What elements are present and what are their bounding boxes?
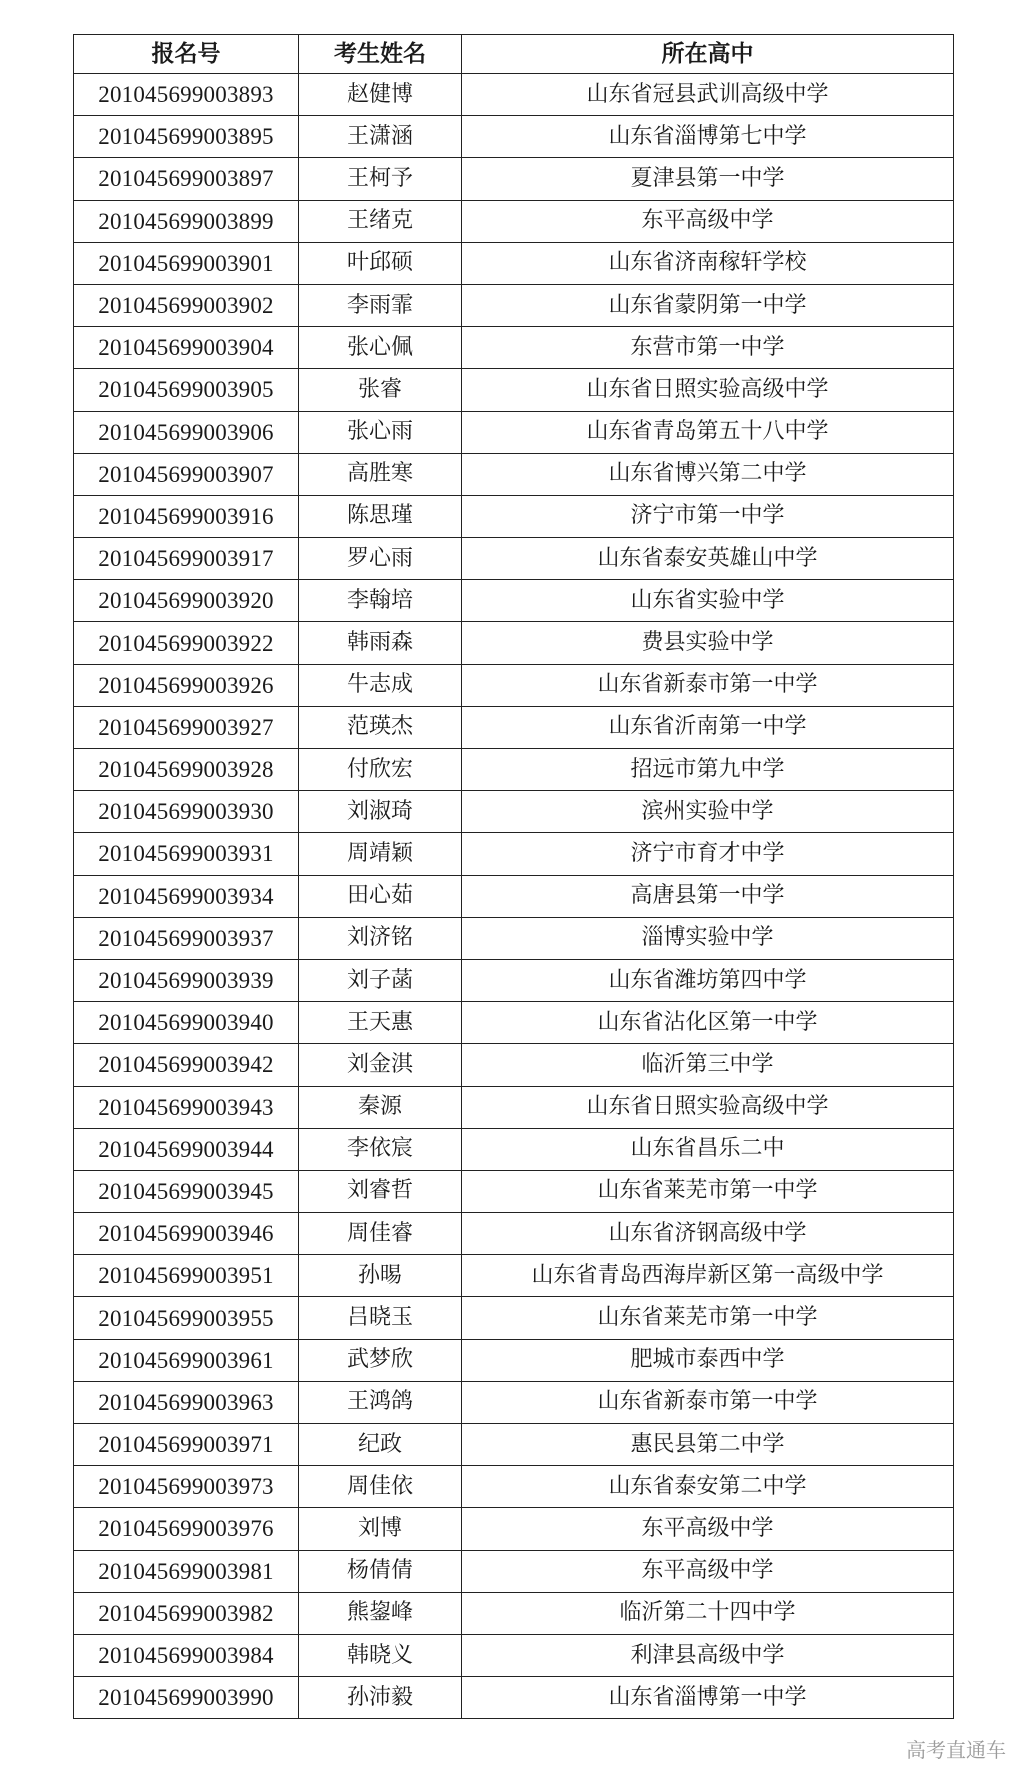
cell-student-name: 熊鋆峰 xyxy=(299,1592,462,1634)
cell-high-school: 济宁市育才中学 xyxy=(462,833,954,875)
cell-student-name: 周佳依 xyxy=(299,1466,462,1508)
cell-high-school: 山东省莱芜市第一中学 xyxy=(462,1297,954,1339)
cell-student-name: 刘淑琦 xyxy=(299,791,462,833)
cell-high-school: 山东省昌乐二中 xyxy=(462,1128,954,1170)
cell-high-school: 济宁市第一中学 xyxy=(462,495,954,537)
cell-student-name: 王柯予 xyxy=(299,158,462,200)
roster-table xyxy=(73,34,954,1719)
cell-high-school: 山东省莱芜市第一中学 xyxy=(462,1170,954,1212)
cell-high-school: 山东省济钢高级中学 xyxy=(462,1213,954,1255)
cell-registration-number: 201045699003907 xyxy=(74,453,299,495)
cell-registration-number: 201045699003895 xyxy=(74,116,299,158)
table-row xyxy=(74,1677,954,1719)
cell-registration-number: 201045699003920 xyxy=(74,580,299,622)
cell-student-name: 孙沛毅 xyxy=(299,1677,462,1719)
cell-registration-number: 201045699003942 xyxy=(74,1044,299,1086)
table-row xyxy=(74,1170,954,1212)
cell-registration-number: 201045699003926 xyxy=(74,664,299,706)
cell-high-school: 山东省泰安英雄山中学 xyxy=(462,538,954,580)
cell-high-school: 山东省泰安第二中学 xyxy=(462,1466,954,1508)
table-row xyxy=(74,1255,954,1297)
table-row xyxy=(74,791,954,833)
table-row xyxy=(74,1634,954,1676)
table-row xyxy=(74,1466,954,1508)
cell-registration-number: 201045699003943 xyxy=(74,1086,299,1128)
cell-registration-number: 201045699003927 xyxy=(74,706,299,748)
table-row xyxy=(74,580,954,622)
table-row xyxy=(74,242,954,284)
cell-registration-number: 201045699003917 xyxy=(74,538,299,580)
cell-high-school: 费县实验中学 xyxy=(462,622,954,664)
cell-high-school: 高唐县第一中学 xyxy=(462,875,954,917)
table-row xyxy=(74,411,954,453)
cell-registration-number: 201045699003906 xyxy=(74,411,299,453)
cell-high-school: 山东省济南稼轩学校 xyxy=(462,242,954,284)
cell-registration-number: 201045699003928 xyxy=(74,749,299,791)
cell-registration-number: 201045699003893 xyxy=(74,74,299,116)
table-row xyxy=(74,1213,954,1255)
cell-student-name: 杨倩倩 xyxy=(299,1550,462,1592)
cell-registration-number: 201045699003961 xyxy=(74,1339,299,1381)
cell-student-name: 韩晓义 xyxy=(299,1634,462,1676)
table-header xyxy=(74,35,954,74)
cell-registration-number: 201045699003963 xyxy=(74,1381,299,1423)
cell-student-name: 张睿 xyxy=(299,369,462,411)
table-row xyxy=(74,959,954,1001)
header-high-school: 所在高中 xyxy=(462,35,954,74)
cell-registration-number: 201045699003934 xyxy=(74,875,299,917)
cell-registration-number: 201045699003922 xyxy=(74,622,299,664)
cell-student-name: 王绪克 xyxy=(299,200,462,242)
cell-registration-number: 201045699003945 xyxy=(74,1170,299,1212)
table-row xyxy=(74,622,954,664)
table-row xyxy=(74,495,954,537)
cell-high-school: 利津县高级中学 xyxy=(462,1634,954,1676)
cell-high-school: 山东省日照实验高级中学 xyxy=(462,1086,954,1128)
table-row xyxy=(74,1002,954,1044)
table-row xyxy=(74,1550,954,1592)
table-row xyxy=(74,664,954,706)
table-row xyxy=(74,706,954,748)
table-row xyxy=(74,1297,954,1339)
cell-student-name: 田心茹 xyxy=(299,875,462,917)
cell-student-name: 叶邱硕 xyxy=(299,242,462,284)
cell-high-school: 肥城市泰西中学 xyxy=(462,1339,954,1381)
table-row xyxy=(74,369,954,411)
cell-registration-number: 201045699003990 xyxy=(74,1677,299,1719)
cell-student-name: 罗心雨 xyxy=(299,538,462,580)
cell-student-name: 孙晹 xyxy=(299,1255,462,1297)
cell-registration-number: 201045699003931 xyxy=(74,833,299,875)
cell-registration-number: 201045699003897 xyxy=(74,158,299,200)
cell-student-name: 赵健博 xyxy=(299,74,462,116)
cell-high-school: 山东省淄博第七中学 xyxy=(462,116,954,158)
cell-student-name: 李依宸 xyxy=(299,1128,462,1170)
cell-high-school: 东平高级中学 xyxy=(462,1550,954,1592)
cell-registration-number: 201045699003940 xyxy=(74,1002,299,1044)
cell-student-name: 李雨霏 xyxy=(299,284,462,326)
cell-high-school: 山东省新泰市第一中学 xyxy=(462,1381,954,1423)
cell-high-school: 东平高级中学 xyxy=(462,1508,954,1550)
cell-high-school: 山东省青岛第五十八中学 xyxy=(462,411,954,453)
cell-high-school: 淄博实验中学 xyxy=(462,917,954,959)
table-body xyxy=(74,74,954,1719)
table-row xyxy=(74,749,954,791)
cell-student-name: 刘博 xyxy=(299,1508,462,1550)
cell-registration-number: 201045699003984 xyxy=(74,1634,299,1676)
cell-registration-number: 201045699003973 xyxy=(74,1466,299,1508)
cell-registration-number: 201045699003899 xyxy=(74,200,299,242)
cell-high-school: 山东省潍坊第四中学 xyxy=(462,959,954,1001)
cell-student-name: 付欣宏 xyxy=(299,749,462,791)
table-row xyxy=(74,284,954,326)
cell-high-school: 山东省实验中学 xyxy=(462,580,954,622)
table-row xyxy=(74,1128,954,1170)
cell-high-school: 东平高级中学 xyxy=(462,200,954,242)
cell-registration-number: 201045699003930 xyxy=(74,791,299,833)
cell-high-school: 山东省博兴第二中学 xyxy=(462,453,954,495)
table-row xyxy=(74,917,954,959)
roster-sheet xyxy=(73,34,953,1719)
cell-high-school: 招远市第九中学 xyxy=(462,749,954,791)
cell-student-name: 王天惠 xyxy=(299,1002,462,1044)
cell-high-school: 山东省沂南第一中学 xyxy=(462,706,954,748)
cell-high-school: 夏津县第一中学 xyxy=(462,158,954,200)
cell-student-name: 张心佩 xyxy=(299,327,462,369)
cell-registration-number: 201045699003951 xyxy=(74,1255,299,1297)
table-row xyxy=(74,1044,954,1086)
cell-student-name: 陈思瑾 xyxy=(299,495,462,537)
table-row xyxy=(74,1381,954,1423)
cell-high-school: 临沂第三中学 xyxy=(462,1044,954,1086)
cell-student-name: 韩雨森 xyxy=(299,622,462,664)
header-row xyxy=(74,35,954,74)
cell-registration-number: 201045699003901 xyxy=(74,242,299,284)
cell-student-name: 张心雨 xyxy=(299,411,462,453)
cell-registration-number: 201045699003981 xyxy=(74,1550,299,1592)
cell-high-school: 山东省新泰市第一中学 xyxy=(462,664,954,706)
cell-high-school: 惠民县第二中学 xyxy=(462,1424,954,1466)
cell-student-name: 刘金淇 xyxy=(299,1044,462,1086)
cell-student-name: 周佳睿 xyxy=(299,1213,462,1255)
cell-high-school: 山东省蒙阴第一中学 xyxy=(462,284,954,326)
cell-student-name: 周靖颖 xyxy=(299,833,462,875)
cell-student-name: 刘睿哲 xyxy=(299,1170,462,1212)
cell-registration-number: 201045699003971 xyxy=(74,1424,299,1466)
table-row xyxy=(74,327,954,369)
watermark-text: 高考直通车 xyxy=(906,1738,1006,1762)
table-row xyxy=(74,158,954,200)
cell-registration-number: 201045699003939 xyxy=(74,959,299,1001)
table-row xyxy=(74,538,954,580)
cell-high-school: 东营市第一中学 xyxy=(462,327,954,369)
cell-high-school: 山东省沾化区第一中学 xyxy=(462,1002,954,1044)
header-registration-number: 报名号 xyxy=(74,35,299,74)
table-row xyxy=(74,453,954,495)
cell-registration-number: 201045699003955 xyxy=(74,1297,299,1339)
cell-high-school: 山东省淄博第一中学 xyxy=(462,1677,954,1719)
table-row xyxy=(74,1339,954,1381)
cell-registration-number: 201045699003905 xyxy=(74,369,299,411)
cell-student-name: 刘济铭 xyxy=(299,917,462,959)
cell-student-name: 吕晓玉 xyxy=(299,1297,462,1339)
cell-student-name: 范瑛杰 xyxy=(299,706,462,748)
table-row xyxy=(74,74,954,116)
cell-student-name: 武梦欣 xyxy=(299,1339,462,1381)
header-student-name: 考生姓名 xyxy=(299,35,462,74)
cell-student-name: 李翰培 xyxy=(299,580,462,622)
table-row xyxy=(74,116,954,158)
cell-registration-number: 201045699003946 xyxy=(74,1213,299,1255)
cell-student-name: 高胜寒 xyxy=(299,453,462,495)
cell-student-name: 牛志成 xyxy=(299,664,462,706)
cell-registration-number: 201045699003904 xyxy=(74,327,299,369)
cell-high-school: 山东省日照实验高级中学 xyxy=(462,369,954,411)
table-row xyxy=(74,875,954,917)
cell-student-name: 纪政 xyxy=(299,1424,462,1466)
cell-registration-number: 201045699003937 xyxy=(74,917,299,959)
cell-high-school: 滨州实验中学 xyxy=(462,791,954,833)
cell-registration-number: 201045699003982 xyxy=(74,1592,299,1634)
table-row xyxy=(74,1424,954,1466)
cell-high-school: 山东省冠县武训高级中学 xyxy=(462,74,954,116)
table-row xyxy=(74,1086,954,1128)
cell-high-school: 临沂第二十四中学 xyxy=(462,1592,954,1634)
cell-student-name: 王潇涵 xyxy=(299,116,462,158)
cell-registration-number: 201045699003944 xyxy=(74,1128,299,1170)
table-row xyxy=(74,1592,954,1634)
cell-registration-number: 201045699003976 xyxy=(74,1508,299,1550)
cell-student-name: 刘子菡 xyxy=(299,959,462,1001)
table-row xyxy=(74,200,954,242)
cell-high-school: 山东省青岛西海岸新区第一高级中学 xyxy=(462,1255,954,1297)
table-row xyxy=(74,1508,954,1550)
cell-student-name: 王鸿鸽 xyxy=(299,1381,462,1423)
cell-registration-number: 201045699003916 xyxy=(74,495,299,537)
cell-registration-number: 201045699003902 xyxy=(74,284,299,326)
table-row xyxy=(74,833,954,875)
cell-student-name: 秦源 xyxy=(299,1086,462,1128)
